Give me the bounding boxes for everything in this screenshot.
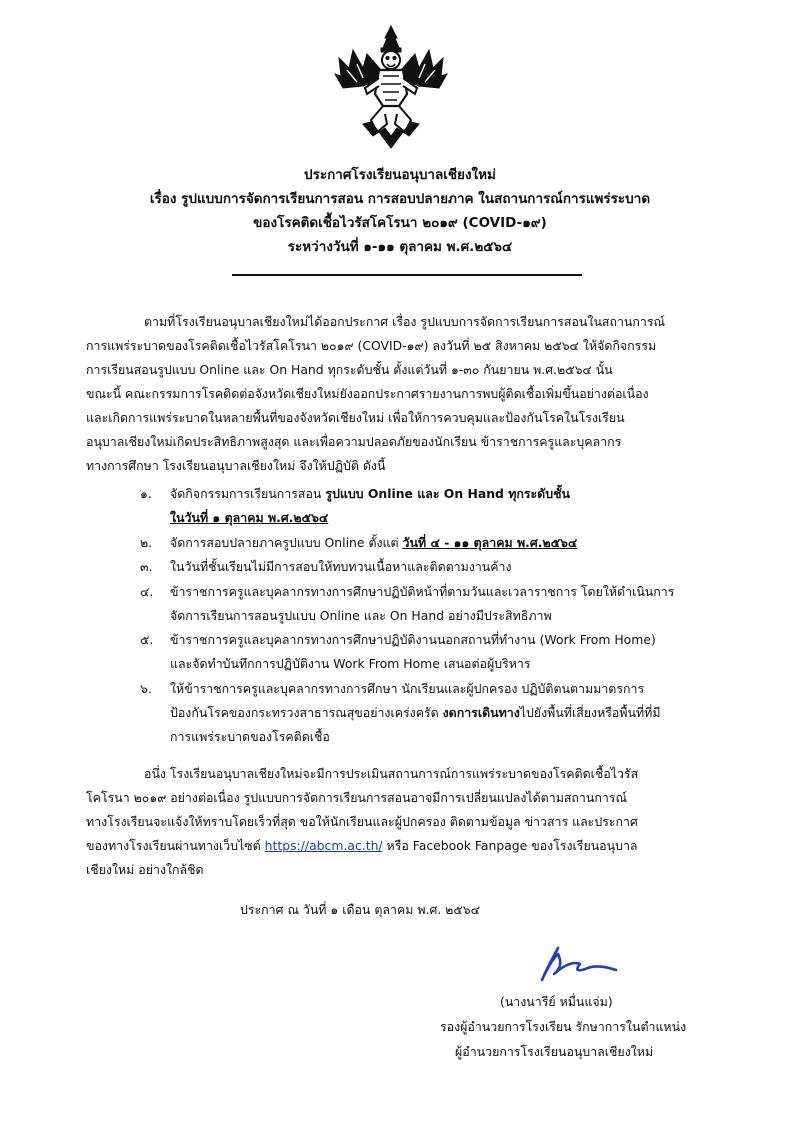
paragraph-line: การแพร่ระบาดของโรคติดเชื้อไวรัสโคโรนา ๒๐๑๙ (COVID-๑๙) ลงวันที่ ๒๕ สิงหาคม ๒๕๖๔ ให้จัดกิจกรรม xyxy=(86,338,657,353)
paragraph-line: ของทางโรงเรียนผ่านทางเว็บไซต์ xyxy=(86,838,265,853)
list-number: ๕. xyxy=(140,632,154,647)
list-text-bold: งดการเดินทาง xyxy=(442,705,520,720)
school-website-link[interactable]: https://abcm.ac.th/ xyxy=(264,838,383,853)
list-text: ข้าราชการครูและบุคลากรทางการศึกษาปฏิบัติหน้าที่ตามวันและเวลาราชการ โดยให้ดำเนินการ xyxy=(170,584,675,599)
paragraph-line: การเรียนสอนรูปแบบ Online และ On Hand ทุกระดับชั้น ตั้งแต่วันที่ ๑-๓๐ กันยายน พ.ศ.๒๕๖๔ นั้น xyxy=(86,362,613,377)
list-number: ๒. xyxy=(140,535,153,550)
list-text: ในวันที่ชั้นเรียนไม่มีการสอบให้ทบทวนเนื้อหาและติดตามงานค้าง xyxy=(170,559,512,574)
paragraph-line: ทางโรงเรียนจะแจ้งให้ทราบโดยเร็วที่สุด ขอให้นักเรียนและผู้ปกครอง ติดตามข้อมูล ข่าวสาร และประกาศ xyxy=(86,814,638,829)
paragraph-intro xyxy=(86,310,718,478)
announcement-subject: เรื่อง รูปแบบการจัดการเรียนการสอน การสอบปลายภาค ในสถานการณ์การแพร่ระบาด xyxy=(149,191,651,207)
list-number: ๑. xyxy=(140,486,152,501)
list-text: ให้ข้าราชการครูและบุคลากรทางการศึกษา นักเรียนและผู้ปกครอง ปฏิบัติตนตามมาตรการ xyxy=(170,681,645,696)
list-text: จัดกิจกรรมการเรียนการสอน xyxy=(170,486,326,501)
paragraph-line: โคโรนา ๒๐๑๙ อย่างต่อเนื่อง รูปแบบการจัดการเรียนการสอนอาจมีการเปลี่ยนแปลงได้ตามสถานการณ์ xyxy=(86,790,627,805)
paragraph-line: ตามที่โรงเรียนอนุบาลเชียงใหม่ได้ออกประกาศ เรื่อง รูปแบบการจัดการเรียนการสอนในสถานการณ์ xyxy=(144,314,666,329)
handwritten-signature-icon xyxy=(528,940,620,986)
announce-date: ประกาศ ณ วันที่ ๑ เดือน ตุลาคม พ.ศ. ๒๕๖๔ xyxy=(240,902,480,917)
announcement-period: ระหว่างวันที่ ๑-๑๑ ตุลาคม พ.ศ.๒๕๖๔ xyxy=(287,239,513,255)
list-number: ๔. xyxy=(140,584,154,599)
announcement-subject-cont: ของโรคติดเชื้อไวรัสโคโรนา ๒๐๑๙ (COVID-๑๙) xyxy=(253,215,547,231)
garuda-emblem-icon xyxy=(333,24,449,150)
paragraph-line: และเกิดการแพร่ระบาดในหลายพื้นที่ของจังหวัดเชียงใหม่ เพื่อให้การควบคุมและป้องกันโรคในโรงเรียน xyxy=(86,410,625,425)
list-number: ๖. xyxy=(140,681,152,696)
list-text: จัดการสอบปลายภาครูปแบบ Online ตั้งแต่ xyxy=(170,535,403,550)
list-text: ข้าราชการครูและบุคลากรทางการศึกษาปฏิบัติงานนอกสถานที่ทำงาน (Work From Home) xyxy=(170,632,656,647)
paragraph-line: หรือ Facebook Fanpage ของโรงเรียนอนุบาล xyxy=(382,838,638,853)
list-text: และจัดทำบันทึกการปฏิบัติงาน Work From Home เสนอต่อผู้บริหาร xyxy=(170,656,531,671)
list-text: ป้องกันโรคของกระทรวงสาธารณสุขอย่างเคร่งครัด xyxy=(170,705,443,720)
heading-divider xyxy=(232,274,582,276)
signer-position: รองผู้อำนวยการโรงเรียน รักษาการในตำแหน่ง xyxy=(440,1019,687,1034)
list-text-bold-underlined: ในวันที่ ๑ ตุลาคม พ.ศ.๒๕๖๔ xyxy=(170,510,329,525)
paragraph-notice xyxy=(86,762,718,882)
list-number: ๓. xyxy=(140,559,153,574)
paragraph-line: เชียงใหม่ อย่างใกล้ชิด xyxy=(86,862,204,877)
signer-position-cont: ผู้อำนวยการโรงเรียนอนุบาลเชียงใหม่ xyxy=(455,1044,654,1059)
announcement-title: ประกาศโรงเรียนอนุบาลเชียงใหม่ xyxy=(304,167,496,183)
paragraph-line: ทางการศึกษา โรงเรียนอนุบาลเชียงใหม่ จึงให้ปฏิบัติ ดังนี้ xyxy=(86,458,386,473)
paragraph-line: ขณะนี้ คณะกรรมการโรคติดต่อจังหวัดเชียงใหม่ยังออกประกาศรายงานการพบผู้ติดเชื้อเพิ่มขึ้นอย่างต่อเนื่อง xyxy=(86,386,649,401)
list-text: การแพร่ระบาดของโรคติดเชื้อ xyxy=(170,729,330,744)
paragraph-line: อนุบาลเชียงใหม่เกิดประสิทธิภาพสูงสุด และเพื่อความปลอดภัยของนักเรียน ข้าราชการครูและบุคลากร xyxy=(86,434,622,449)
paragraph-line: อนึ่ง โรงเรียนอนุบาลเชียงใหม่จะมีการประเมินสถานการณ์การแพร่ระบาดของโรคติดเชื้อไวรัส xyxy=(144,766,639,781)
signer-name: (นางนารีย์ หมื่นแจ่ม) xyxy=(500,994,613,1009)
list-text-bold: รูปแบบ Online และ On Hand ทุกระดับชั้น xyxy=(325,486,570,501)
list-text-bold-underlined: วันที่ ๔ - ๑๑ ตุลาคม พ.ศ.๒๕๖๔ xyxy=(402,535,578,550)
list-text: ไปยังพื้นที่เสี่ยงหรือพื้นที่ที่มี xyxy=(519,705,661,720)
list-text: จัดการเรียนการสอนรูปแบบ Online และ On Hand อย่างมีประสิทธิภาพ xyxy=(170,608,552,623)
